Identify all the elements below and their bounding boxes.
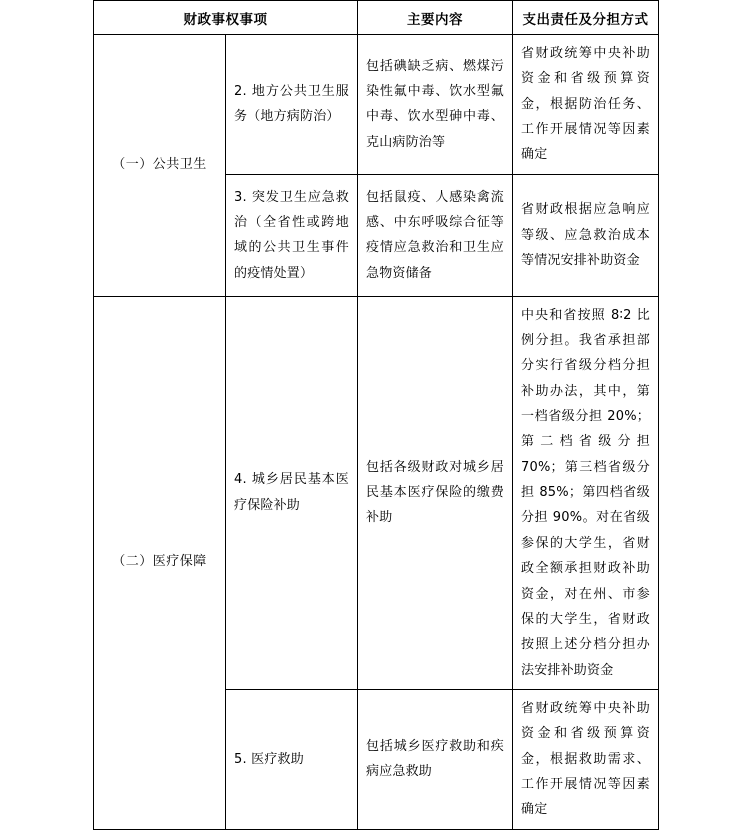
table-body — [94, 35, 659, 830]
column-header-item: 财政事权事项 — [94, 1, 358, 35]
item-responsibility: 省财政根据应急响应等级、应急救治成本等情况安排补助资金 — [513, 174, 659, 296]
item-content: 包括各级财政对城乡居民基本医疗保险的缴费补助 — [358, 296, 513, 689]
category-medical-security: （二）医疗保障 — [94, 296, 226, 829]
item-responsibility: 省财政统筹中央补助资金和省级预算资金，根据防治任务、工作开展情况等因素确定 — [513, 35, 659, 175]
item-label: 4. 城乡居民基本医疗保险补助 — [226, 296, 358, 689]
item-label: 5. 医疗救助 — [226, 689, 358, 829]
table-header — [94, 1, 659, 35]
category-public-health: （一）公共卫生 — [94, 35, 226, 297]
item-label: 3. 突发卫生应急救治（全省性或跨地域的公共卫生事件的疫情处置） — [226, 174, 358, 296]
table-row — [94, 35, 659, 175]
column-header-content: 主要内容 — [358, 1, 513, 35]
item-content: 包括碘缺乏病、燃煤污染性氟中毒、饮水型氟中毒、饮水型砷中毒、克山病防治等 — [358, 35, 513, 175]
item-content: 包括鼠疫、人感染禽流感、中东呼吸综合征等疫情应急救治和卫生应急物资储备 — [358, 174, 513, 296]
item-label: 2. 地方公共卫生服务（地方病防治） — [226, 35, 358, 175]
fiscal-responsibility-table — [93, 0, 659, 830]
table-row — [94, 296, 659, 689]
column-header-responsibility: 支出责任及分担方式 — [513, 1, 659, 35]
item-responsibility: 中央和省按照 8∶2 比例分担。我省承担部分实行省级分档分担补助办法，其中，第一档省级分担 20%；第二档省级分担 70%；第三档省级分担 85%；第四档省级分担 90%。对在省级参保的大学生，省财政全额承担财政补助资金，对在州、市参保的大学生，省财政按照上述分档分担办法安排补助资金 — [513, 296, 659, 689]
table-header-row — [94, 1, 659, 35]
item-responsibility: 省财政统筹中央补助资金和省级预算资金，根据救助需求、工作开展情况等因素确定 — [513, 689, 659, 829]
item-content: 包括城乡医疗救助和疾病应急救助 — [358, 689, 513, 829]
